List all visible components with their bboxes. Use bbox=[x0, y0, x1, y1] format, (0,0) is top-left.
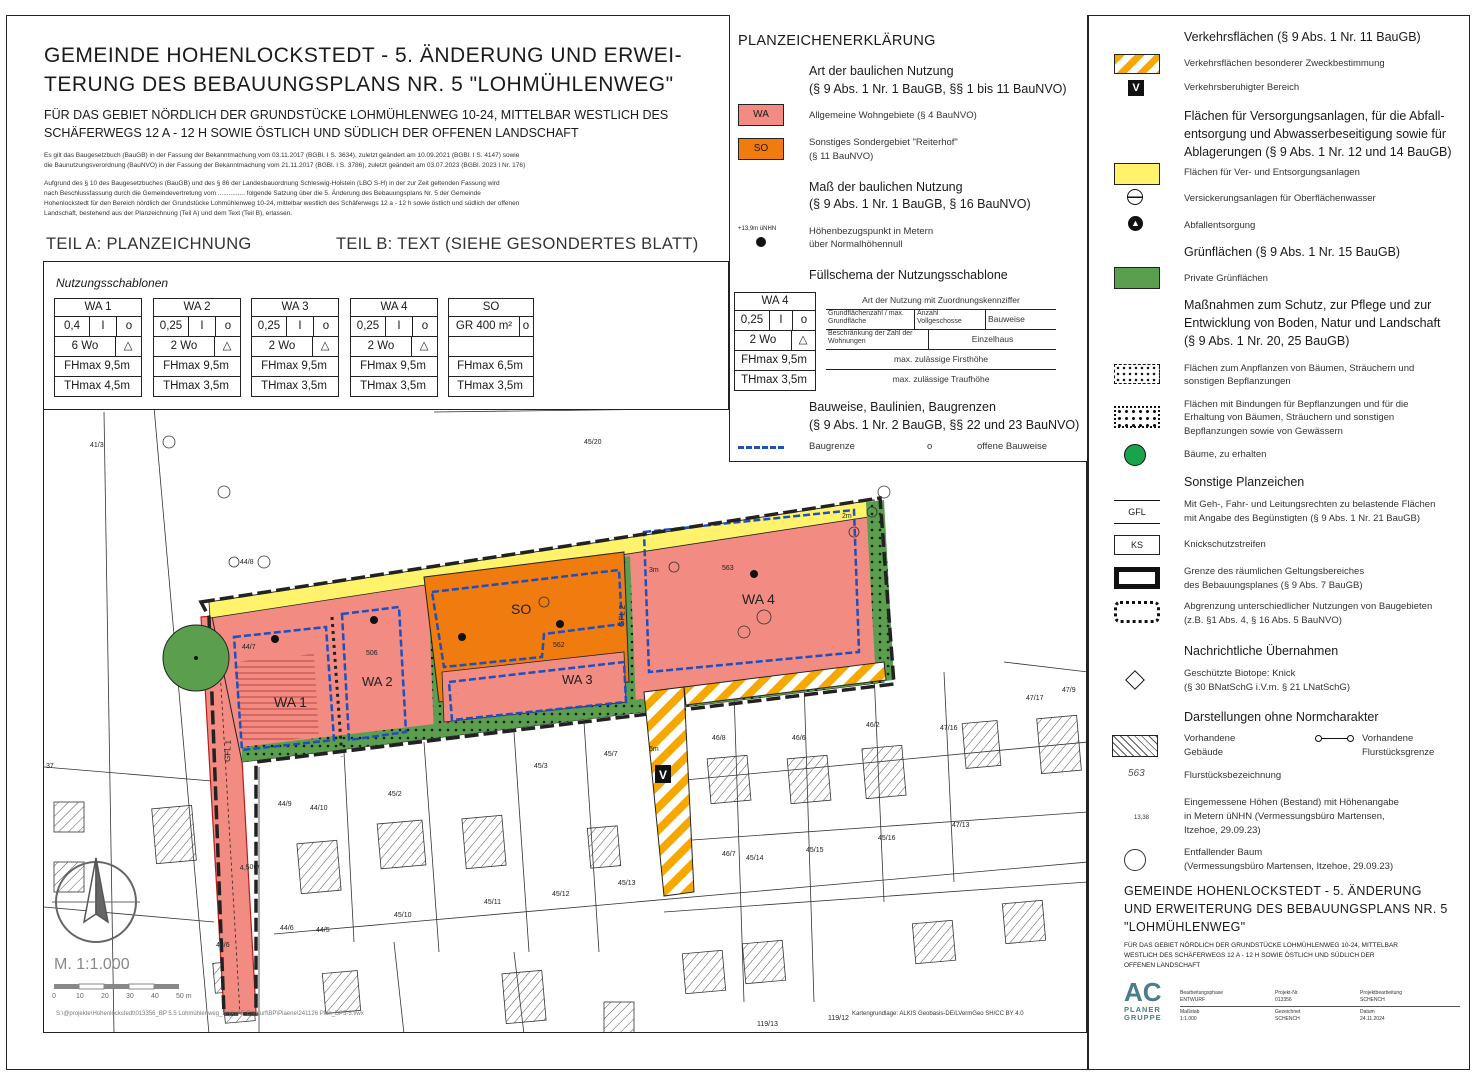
gruen-swatch bbox=[1114, 267, 1160, 289]
svg-text:44/8: 44/8 bbox=[240, 559, 254, 566]
legend-dar-3: Flurstücksbezeichnung bbox=[1184, 770, 1282, 781]
legend-nach-1a: Geschützte Biotope: Knick bbox=[1184, 668, 1296, 679]
ks-icon: KS bbox=[1114, 535, 1160, 555]
legend-dar-1b: Gebäude bbox=[1184, 747, 1224, 758]
svg-text:10: 10 bbox=[76, 993, 84, 1000]
company-logo-sub2: GRUPPE bbox=[1124, 1013, 1162, 1022]
svg-text:46/7: 46/7 bbox=[722, 851, 736, 858]
legend-sonst-1b: mit Angabe des Begünstigten (§ 9 Abs. 1 Nr. 21 BauGB) bbox=[1184, 513, 1421, 524]
legend-nach-1b: (§ 30 BNatSchG i.V.m. § 21 LNatSchG) bbox=[1184, 682, 1350, 693]
schablone-wa3: WA 3 0,25 I o 2 Wo △ FHmax 9,5m THmax 3,5m bbox=[251, 298, 339, 397]
nutzungsgrenze-icon bbox=[1114, 601, 1160, 623]
svg-text:45/13: 45/13 bbox=[618, 880, 636, 887]
flurgrenze-dot-r bbox=[1347, 735, 1354, 742]
legend-so-text2: (§ 11 BauNVO) bbox=[809, 151, 874, 162]
legend-mass-2c: Bepflanzungen sowie von Gewässern bbox=[1184, 426, 1343, 437]
zone-label-wa1: WA 1 bbox=[274, 694, 307, 710]
wa-swatch: WA bbox=[738, 104, 784, 126]
scale-bar bbox=[54, 984, 179, 989]
company-logo-sub1: PLANER bbox=[1124, 1005, 1161, 1014]
geltungsbereich-icon bbox=[1114, 567, 1160, 589]
plan-subtitle-line1: FÜR DAS GEBIET NÖRDLICH DER GRUNDSTÜCKE LOHMÜHLENWEG 10-24, MITTELBAR WESTLICH DES bbox=[44, 108, 669, 122]
legend-dar-h: Darstellungen ohne Normcharakter bbox=[1184, 710, 1379, 724]
plan-title-line1: GEMEINDE HOHENLOCKSTEDT - 5. ÄNDERUNG UND ERWEI- bbox=[44, 44, 683, 67]
legend-bau-h1: Bauweise, Baulinien, Baugrenzen bbox=[809, 400, 996, 414]
legend-mass-1a: Flächen zum Anpflanzen von Bäumen, Sträuchern und bbox=[1184, 363, 1415, 374]
v-marker-label: V bbox=[658, 768, 668, 782]
legend-dar-4c: Itzehoe, 29.09.23) bbox=[1184, 825, 1261, 836]
legal-text-5: Hohenlockstedt für den Bereich nördlich der Grundstücke Lohmühlenweg 10-24, mittelbar westlich des Schäferwegs 12 a - 12 h sowie östlich und südlich der offenen bbox=[44, 200, 520, 207]
svg-text:563: 563 bbox=[722, 565, 734, 572]
legend-dar-1a: Vorhandene bbox=[1184, 733, 1236, 744]
legend-mass-h3: (§ 9 Abs. 1 Nr. 20, 25 BauGB) bbox=[1184, 334, 1350, 348]
svg-text:46/6: 46/6 bbox=[792, 735, 806, 742]
legend-art-h1: Art der baulichen Nutzung bbox=[809, 64, 954, 78]
schablonen-title: Nutzungsschablonen bbox=[56, 276, 169, 290]
legend-mass-h2: Entwicklung von Boden, Natur und Landschaft bbox=[1184, 316, 1441, 330]
schablone-so: SO GR 400 m² o FHmax 6,5m THmax 3,5m bbox=[448, 298, 534, 397]
legal-text-4: nach Beschlussfassung durch die Gemeindevertretung vom ............... folgende Satzung über die 5. Änderung des Bebauungsplans Nr. 5 der Gemeinde bbox=[44, 190, 481, 197]
legend-hbp-text2: über Normalhöhennull bbox=[809, 239, 903, 250]
titleblock-sub2: WESTLICH DES SCHÄFERWEGS 12 A - 12 H SOWIE ÖSTLICH UND SÜDLICH DER bbox=[1124, 952, 1375, 959]
map-source: Kartengrundlage: ALKIS Geobasis-DE/LVermGeo SH/CC BY 4.0 bbox=[852, 1011, 1024, 1017]
legend-vers-h1: Flächen für Versorgungsanlagen, für die Abfall- bbox=[1184, 109, 1445, 123]
titleblock-line1: GEMEINDE HOHENLOCKSTEDT - 5. ÄNDERUNG bbox=[1124, 884, 1422, 898]
titleblock-fields: Bearbeitungsphase ENTWURF Projekt-Nr. 013356 Projektbearbeitung SCHENCH Maßstab 1:1.000 Gezeichnet SCHENCH Datum 24.11.2024 bbox=[1180, 990, 1460, 1023]
legend-offen: offene Bauweise bbox=[977, 441, 1048, 452]
legend-sonst-3b: des Bebauungsplanes (§ 9 Abs. 7 BauGB) bbox=[1184, 580, 1363, 591]
svg-text:44/9: 44/9 bbox=[278, 801, 292, 808]
svg-text:45/11: 45/11 bbox=[484, 899, 501, 906]
versickerung-icon bbox=[1127, 189, 1143, 205]
legend-sonst-2: Knickschutzstreifen bbox=[1184, 539, 1266, 550]
dim-5m: 5m bbox=[649, 746, 659, 753]
legend-sonst-4b: (z.B. §1 Abs. 4, § 16 Abs. 5 BauNVO) bbox=[1184, 615, 1342, 626]
legend-hbp-text1: Höhenbezugspunkt in Metern bbox=[809, 226, 934, 237]
legend-art-h2: (§ 9 Abs. 1 Nr. 1 BauGB, §§ 1 bis 11 BauNVO) bbox=[809, 82, 1067, 96]
tree-preserve-icon bbox=[1124, 444, 1146, 466]
verk-v-icon: V bbox=[1128, 80, 1144, 96]
legend-mass-2a: Flächen mit Bindungen für Bepflanzungen und für die bbox=[1184, 399, 1409, 410]
legend-dar-4b: in Metern üNHN (Vermessungsbüro Martensen, bbox=[1184, 811, 1385, 822]
dim-2m: 2m bbox=[842, 513, 852, 520]
flurstueck-sym: 563 bbox=[1128, 768, 1145, 779]
legend-gruen-h: Grünflächen (§ 9 Abs. 1 Nr. 15 BauGB) bbox=[1184, 245, 1401, 259]
svg-text:40: 40 bbox=[151, 993, 159, 1000]
legal-text-2: die Baunutzungsverordnung (BauNVO) in der Fassung der Bekanntmachung vom 21.11.2017 (BGBl. I S. 3786), zuletzt geändert am 03.07.2023 (BGBl. 2023 I Nr. 176) bbox=[44, 162, 526, 169]
legend-vers-h3: Ablagerungen (§ 9 Abs. 1 Nr. 12 und 14 BauGB) bbox=[1184, 145, 1452, 159]
svg-text:45/14: 45/14 bbox=[746, 855, 764, 862]
dim-3m: 3m bbox=[649, 567, 659, 574]
legend-mass-h1: Maß der baulichen Nutzung bbox=[809, 180, 963, 194]
file-path: S:\@projekte\Hohenlockstedt\013356_BP 5.5 Lohmühlenweg_Srykul\F-Entwurf\BP\Plaene\241126 Plan_BP5-5.vwx bbox=[56, 1011, 364, 1017]
vers-swatch bbox=[1114, 163, 1160, 185]
legend-bau-h2: (§ 9 Abs. 1 Nr. 2 BauGB, §§ 22 und 23 BauNVO) bbox=[809, 418, 1080, 432]
abfall-icon: ▲ bbox=[1128, 216, 1143, 231]
legend-mass-h1: Maßnahmen zum Schutz, zur Pflege und zur bbox=[1184, 298, 1432, 312]
fill-schema-desc: Art der Nutzung mit Zuordnungskennziffer Grundflächenzahl / max. Grundfläche Anzahl Vollgeschosse Bauweise Beschränkung der Zahl der Wohnungen Einzelhaus max. zulässige Firsthöhe max. zulässige Traufhöhe bbox=[826, 292, 1056, 389]
svg-text:44/5: 44/5 bbox=[316, 927, 330, 934]
schablone-wa4: WA 4 0,25 I o 2 Wo △ FHmax 9,5m THmax 3,5m bbox=[350, 298, 438, 397]
legend-verk-h: Verkehrsflächen (§ 9 Abs. 1 Nr. 11 BauGB) bbox=[1184, 30, 1421, 44]
legend-dar-2a: Vorhandene bbox=[1362, 733, 1414, 744]
zone-label-wa4: WA 4 bbox=[742, 591, 775, 607]
teil-a-heading: TEIL A: PLANZEICHNUNG bbox=[46, 235, 252, 253]
svg-text:45/12: 45/12 bbox=[552, 891, 570, 898]
existing-buildings bbox=[54, 715, 1081, 1033]
svg-text:41/3: 41/3 bbox=[90, 442, 104, 449]
legend-mass-2b: Erhaltung von Bäumen, Sträuchern und sonstigen bbox=[1184, 412, 1395, 423]
bindung-swatch bbox=[1114, 406, 1160, 428]
svg-text:47/17: 47/17 bbox=[1026, 695, 1044, 702]
svg-text:119/13: 119/13 bbox=[757, 1021, 778, 1028]
svg-text:45/3: 45/3 bbox=[534, 763, 548, 770]
svg-text:50 m: 50 m bbox=[176, 993, 192, 1000]
zone-label-so: SO bbox=[511, 601, 532, 617]
svg-text:45/15: 45/15 bbox=[806, 847, 824, 854]
legend-so-text1: Sonstiges Sondergebiet "Reiterhof" bbox=[809, 137, 958, 148]
svg-text:46/8: 46/8 bbox=[712, 735, 726, 742]
legend-baugrenze: Baugrenze bbox=[809, 441, 855, 452]
hoehe-sym: 13,38 bbox=[1134, 815, 1150, 821]
gebaeude-icon bbox=[1112, 735, 1158, 757]
legend-vers-2: Versickerungsanlagen für Oberflächenwasser bbox=[1184, 193, 1376, 204]
svg-text:45/10: 45/10 bbox=[394, 912, 412, 919]
zone-label-wa2: WA 2 bbox=[362, 674, 393, 689]
plan-subtitle-line2: SCHÄFERWEGS 12 A - 12 H SOWIE ÖSTLICH UND SÜDLICH DER OFFENEN LANDSCHAFT bbox=[44, 126, 579, 140]
svg-text:0: 0 bbox=[52, 993, 56, 1000]
baugrenze-symbol bbox=[738, 446, 784, 449]
legend-sonst-4a: Abgrenzung unterschiedlicher Nutzungen von Baugebieten bbox=[1184, 601, 1433, 612]
svg-text:46/2: 46/2 bbox=[866, 722, 880, 729]
titleblock-line2: UND ERWEITERUNG DES BEBAUUNGSPLANS NR. 5 bbox=[1124, 902, 1448, 916]
svg-text:43/6: 43/6 bbox=[216, 942, 230, 949]
legend-mass-h2: (§ 9 Abs. 1 Nr. 1 BauGB, § 16 BauNVO) bbox=[809, 197, 1031, 211]
gfl1-label: GFL 1 bbox=[223, 739, 233, 763]
svg-text:44/6: 44/6 bbox=[280, 925, 294, 932]
legend-nach-h: Nachrichtliche Übernahmen bbox=[1184, 644, 1339, 658]
legend-vers-3: Abfallentsorgung bbox=[1184, 220, 1256, 231]
svg-text:20: 20 bbox=[101, 993, 109, 1000]
legend-wa-text: Allgemeine Wohngebiete (§ 4 BauNVO) bbox=[809, 110, 977, 121]
legend-vers-h2: entsorgung und Abwasserbeseitigung sowie für bbox=[1184, 127, 1446, 141]
divider-main bbox=[1087, 15, 1089, 1070]
svg-text:45/2: 45/2 bbox=[388, 791, 402, 798]
anpflanzen-swatch bbox=[1114, 364, 1160, 384]
legend-dar-2b: Flurstücksgrenze bbox=[1362, 747, 1435, 758]
titleblock-line3: "LOHMÜHLENWEG" bbox=[1124, 920, 1246, 934]
legend-dar-5b: (Vermessungsbüro Martensen, Itzehoe, 29.09.23) bbox=[1184, 861, 1394, 872]
schablone-wa2: WA 2 0,25 I o 2 Wo △ FHmax 9,5m THmax 3,5m bbox=[153, 298, 241, 397]
legend-verk-1: Verkehrsflächen besonderer Zweckbestimmung bbox=[1184, 58, 1385, 69]
svg-text:44/7: 44/7 bbox=[242, 644, 256, 651]
scale-label: M. 1:1.000 bbox=[54, 956, 130, 973]
titleblock-sub3: OFFENEN LANDSCHAFT bbox=[1124, 962, 1201, 969]
flurgrenze-icon bbox=[1318, 738, 1350, 739]
legend-sonst-1a: Mit Geh-, Fahr- und Leitungsrechten zu belastende Flächen bbox=[1184, 499, 1436, 510]
plan-title-line2: TERUNG DES BEBAUUNGSPLANS NR. 5 "LOHMÜHLENWEG" bbox=[44, 73, 674, 96]
svg-text:44/10: 44/10 bbox=[310, 805, 328, 812]
hbp-symbol-label: +13,9m üNHN bbox=[738, 226, 777, 232]
legend-mass-1b: sonstigen Bepflanzungen bbox=[1184, 376, 1291, 387]
schablone-wa1: WA 1 0,4 I o 6 Wo △ FHmax 9,5m THmax 4,5m bbox=[54, 298, 142, 397]
titleblock-sub1: FÜR DAS GEBIET NÖRDLICH DER GRUNDSTÜCKE LOHMÜHLENWEG 10-24, MITTELBAR bbox=[1124, 942, 1399, 949]
legend-mass-3: Bäume, zu erhalten bbox=[1184, 449, 1267, 460]
legend-fill-h: Füllschema der Nutzungsschablone bbox=[809, 268, 1008, 282]
legend-sonst-h: Sonstige Planzeichen bbox=[1184, 475, 1305, 489]
svg-text:47/9: 47/9 bbox=[1062, 687, 1076, 694]
dim-450: 4,50m bbox=[239, 863, 260, 872]
verk-swatch bbox=[1114, 54, 1160, 74]
svg-text:47/13: 47/13 bbox=[952, 822, 970, 829]
entfallender-baum-icon bbox=[1124, 849, 1146, 871]
verkehrsflaeche-v bbox=[644, 687, 694, 896]
svg-text:506: 506 bbox=[366, 650, 378, 657]
legend-title: PLANZEICHENERKLÄRUNG bbox=[738, 33, 936, 49]
zone-label-wa3: WA 3 bbox=[562, 672, 593, 687]
legal-text-1: Es gilt das Baugesetzbuch (BauGB) in der Fassung der Bekanntmachung vom 03.11.2017 (BGBl. I S. 3634), zuletzt geändert am 10.09.2021 (BGBl. I S. 4147) sowie bbox=[44, 152, 520, 159]
svg-text:45/7: 45/7 bbox=[604, 751, 618, 758]
legend-verk-2: Verkehrsberuhigter Bereich bbox=[1184, 82, 1300, 93]
hbp-symbol-icon bbox=[756, 237, 766, 247]
legal-text-3: Aufgrund des § 10 des Baugesetzbuches (BauGB) und des § 86 der Landesbauordnung Schleswig-Holstein (LBO S-H) in der zur Zeit geltenden Fassung wird bbox=[44, 180, 500, 187]
svg-text:45/20: 45/20 bbox=[584, 439, 602, 446]
legend-sonst-3a: Grenze des räumlichen Geltungsbereiches bbox=[1184, 566, 1365, 577]
legend-vers-1: Flächen für Ver- und Entsorgungsanlagen bbox=[1184, 167, 1360, 178]
legend-dar-5a: Entfallender Baum bbox=[1184, 847, 1263, 858]
teil-b-heading: TEIL B: TEXT (SIEHE GESONDERTES BLATT) bbox=[336, 235, 699, 253]
legend-dar-4a: Eingemessene Höhen (Bestand) mit Höhenangabe bbox=[1184, 797, 1399, 808]
legend-offen-sym: o bbox=[927, 441, 933, 452]
flurgrenze-dot-l bbox=[1315, 735, 1322, 742]
svg-text:119/12: 119/12 bbox=[828, 1015, 849, 1022]
svg-text:45/16: 45/16 bbox=[878, 835, 896, 842]
legend-gruen-1: Private Grünflächen bbox=[1184, 273, 1268, 284]
svg-text:30: 30 bbox=[126, 993, 134, 1000]
legal-text-6: Landschaft, bestehend aus der Planzeichnung (Teil A) und dem Text (Teil B), erlassen. bbox=[44, 210, 293, 217]
svg-text:47/16: 47/16 bbox=[940, 725, 958, 732]
scale-ticks bbox=[52, 993, 192, 1000]
gfl-icon: GFL bbox=[1114, 500, 1160, 524]
svg-text:37: 37 bbox=[46, 763, 54, 770]
so-swatch: SO bbox=[738, 138, 784, 160]
company-logo: AC bbox=[1124, 977, 1162, 1007]
gfl2-label: GFL 2 bbox=[617, 604, 627, 628]
svg-text:562: 562 bbox=[553, 642, 565, 649]
fill-schema: WA 4 0,25 I o 2 Wo △ FHmax 9,5m THmax 3,5m bbox=[734, 292, 816, 391]
